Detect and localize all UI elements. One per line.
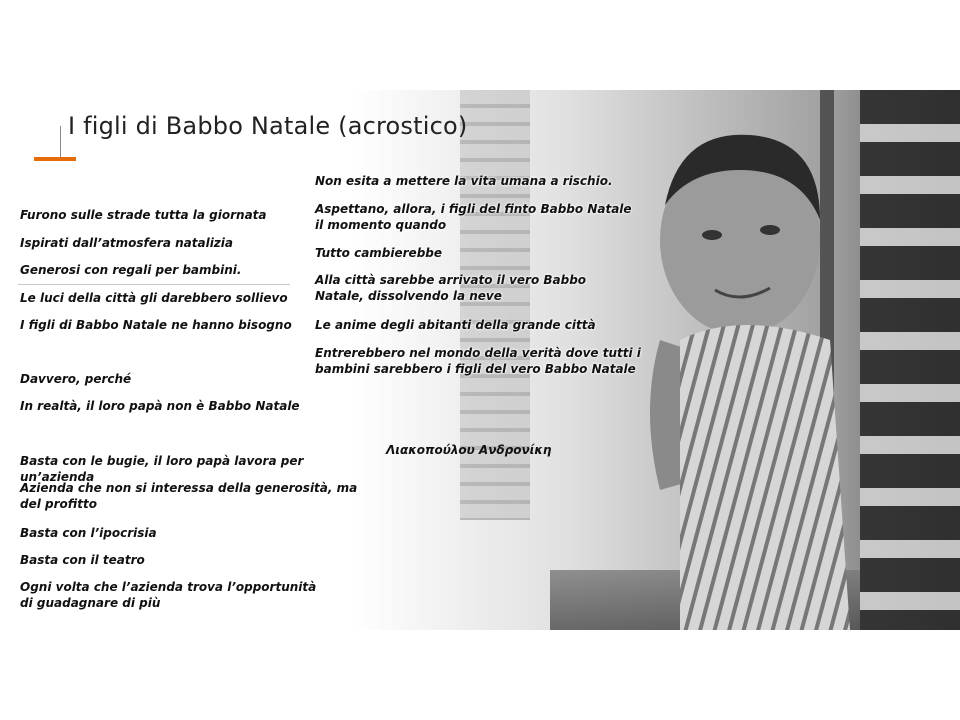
poem-line: Alla città sarebbe arrivato il vero Babbo Natale, dissolvendo la neve xyxy=(315,273,587,303)
poem-line: Le anime degli abitanti della grande città xyxy=(315,318,596,332)
divider xyxy=(18,284,290,285)
poem-line: Generosi con regali per bambini. xyxy=(20,263,242,277)
window-shutter-right xyxy=(860,90,960,630)
poem-line: I figli di Babbo Natale ne hanno bisogno xyxy=(20,318,292,332)
poem-line: Le luci della città gli darebbero sollievo xyxy=(20,291,288,305)
poem-line: Basta con le bugie, il loro papà lavora per un’azienda xyxy=(20,454,304,484)
poem-line: Azienda che non si interessa della generosità, ma del profitto xyxy=(20,481,358,511)
poem-line: Aspettano, allora, i figli del finto Babbo Natale il momento quando xyxy=(315,202,632,232)
poem-line: Ogni volta che l’azienda trova l’opportunità di guadagnare di più xyxy=(20,580,317,610)
title-marker-line xyxy=(60,126,61,158)
poem-line: Non esita a mettere la vita umana a rischio. xyxy=(315,174,613,188)
page-title: I figli di Babbo Natale (acrostico) xyxy=(68,112,468,140)
poem-line: In realtà, il loro papà non è Babbo Natale xyxy=(20,399,300,413)
poem-line: Davvero, perché xyxy=(20,372,132,386)
poem-line: Ispirati dall’atmosfera natalizia xyxy=(20,236,233,250)
title-accent-bar xyxy=(34,157,76,161)
poem-line: Entrerebbero nel mondo della verità dove tutti i bambini sarebbero i figli del vero Babbo Natale xyxy=(315,346,641,376)
poem-line: Furono sulle strade tutta la giornata xyxy=(20,208,267,222)
poem-line: Basta con il teatro xyxy=(20,553,145,567)
poem-line: Tutto cambierebbe xyxy=(315,246,443,260)
author-signature: Λιακοπούλου Ανδρονίκη xyxy=(386,443,552,457)
poem-line: Basta con l’ipocrisia xyxy=(20,526,157,540)
